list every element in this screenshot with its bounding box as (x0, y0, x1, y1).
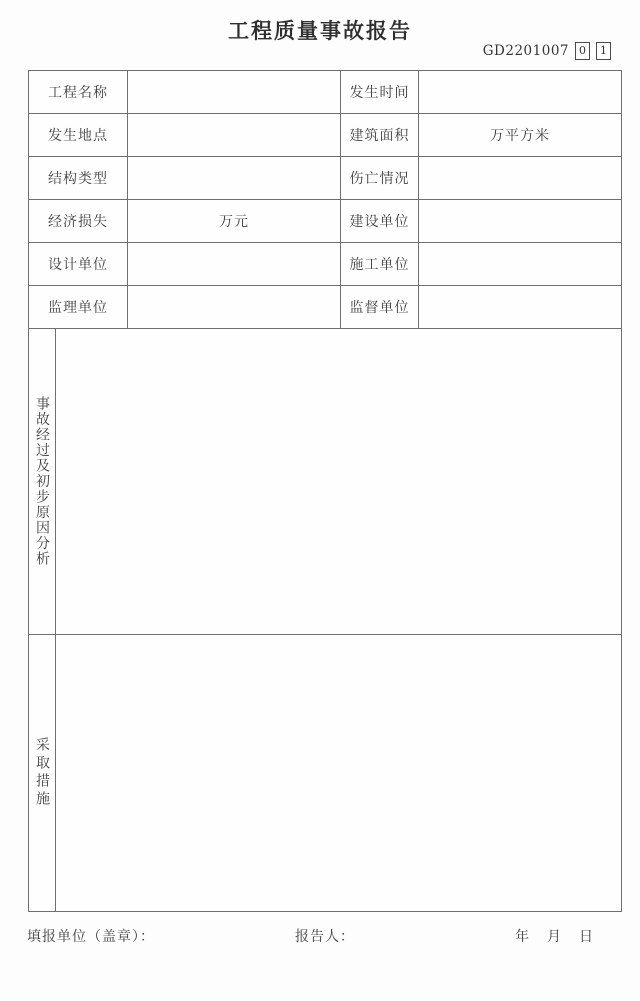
page-title: 工程质量事故报告 (228, 19, 412, 43)
section-measures-taken (29, 635, 621, 911)
field-value-construction-unit (419, 243, 621, 286)
field-value-supervision-unit (128, 286, 341, 329)
field-value-casualties (419, 157, 621, 200)
date-label: 年 月 日 (515, 929, 595, 945)
field-label-construction-unit: 施工单位 (341, 243, 419, 286)
reporter-label: 报告人： (295, 929, 355, 945)
section-measures-taken-label (29, 635, 56, 911)
field-label-occur-time: 发生时间 (341, 71, 419, 114)
form-code: GD2201007 (482, 42, 569, 59)
section-accident-analysis-label (29, 329, 56, 634)
form-code-row (483, 41, 611, 60)
vertical-label-text: 采取措施 (34, 737, 50, 809)
field-label-building-area: 建筑面积 (341, 114, 419, 157)
field-label-economic-loss: 经济损失 (29, 200, 128, 243)
field-label-structure-type: 结构类型 (29, 157, 128, 200)
vertical-label-text: 事故经过及初步原因分析 (34, 396, 50, 567)
field-value-oversight-unit (419, 286, 621, 329)
field-label-client-unit: 建设单位 (341, 200, 419, 243)
field-value-design-unit (128, 243, 341, 286)
field-value-occur-time (419, 71, 621, 114)
section-accident-analysis-content (56, 329, 621, 634)
field-value-project-name (128, 71, 341, 114)
field-label-occur-place: 发生地点 (29, 114, 128, 157)
field-value-occur-place (128, 114, 341, 157)
field-label-design-unit: 设计单位 (29, 243, 128, 286)
section-accident-analysis (29, 329, 621, 635)
form-code-box-1: 1 (596, 42, 611, 60)
field-value-economic-loss: 万元 (128, 200, 341, 243)
field-label-project-name: 工程名称 (29, 71, 128, 114)
field-value-building-area: 万平方米 (419, 114, 621, 157)
fill-unit-seal-label: 填报单位（盖章）： (27, 929, 155, 945)
footer-signature-row (0, 926, 640, 946)
field-label-supervision-unit: 监理单位 (29, 286, 128, 329)
section-measures-taken-content (56, 635, 621, 911)
form-code-box-0: 0 (575, 42, 590, 60)
field-label-oversight-unit: 监督单位 (341, 286, 419, 329)
field-value-client-unit (419, 200, 621, 243)
report-form-table (28, 70, 622, 912)
field-value-structure-type (128, 157, 341, 200)
field-label-casualties: 伤亡情况 (341, 157, 419, 200)
